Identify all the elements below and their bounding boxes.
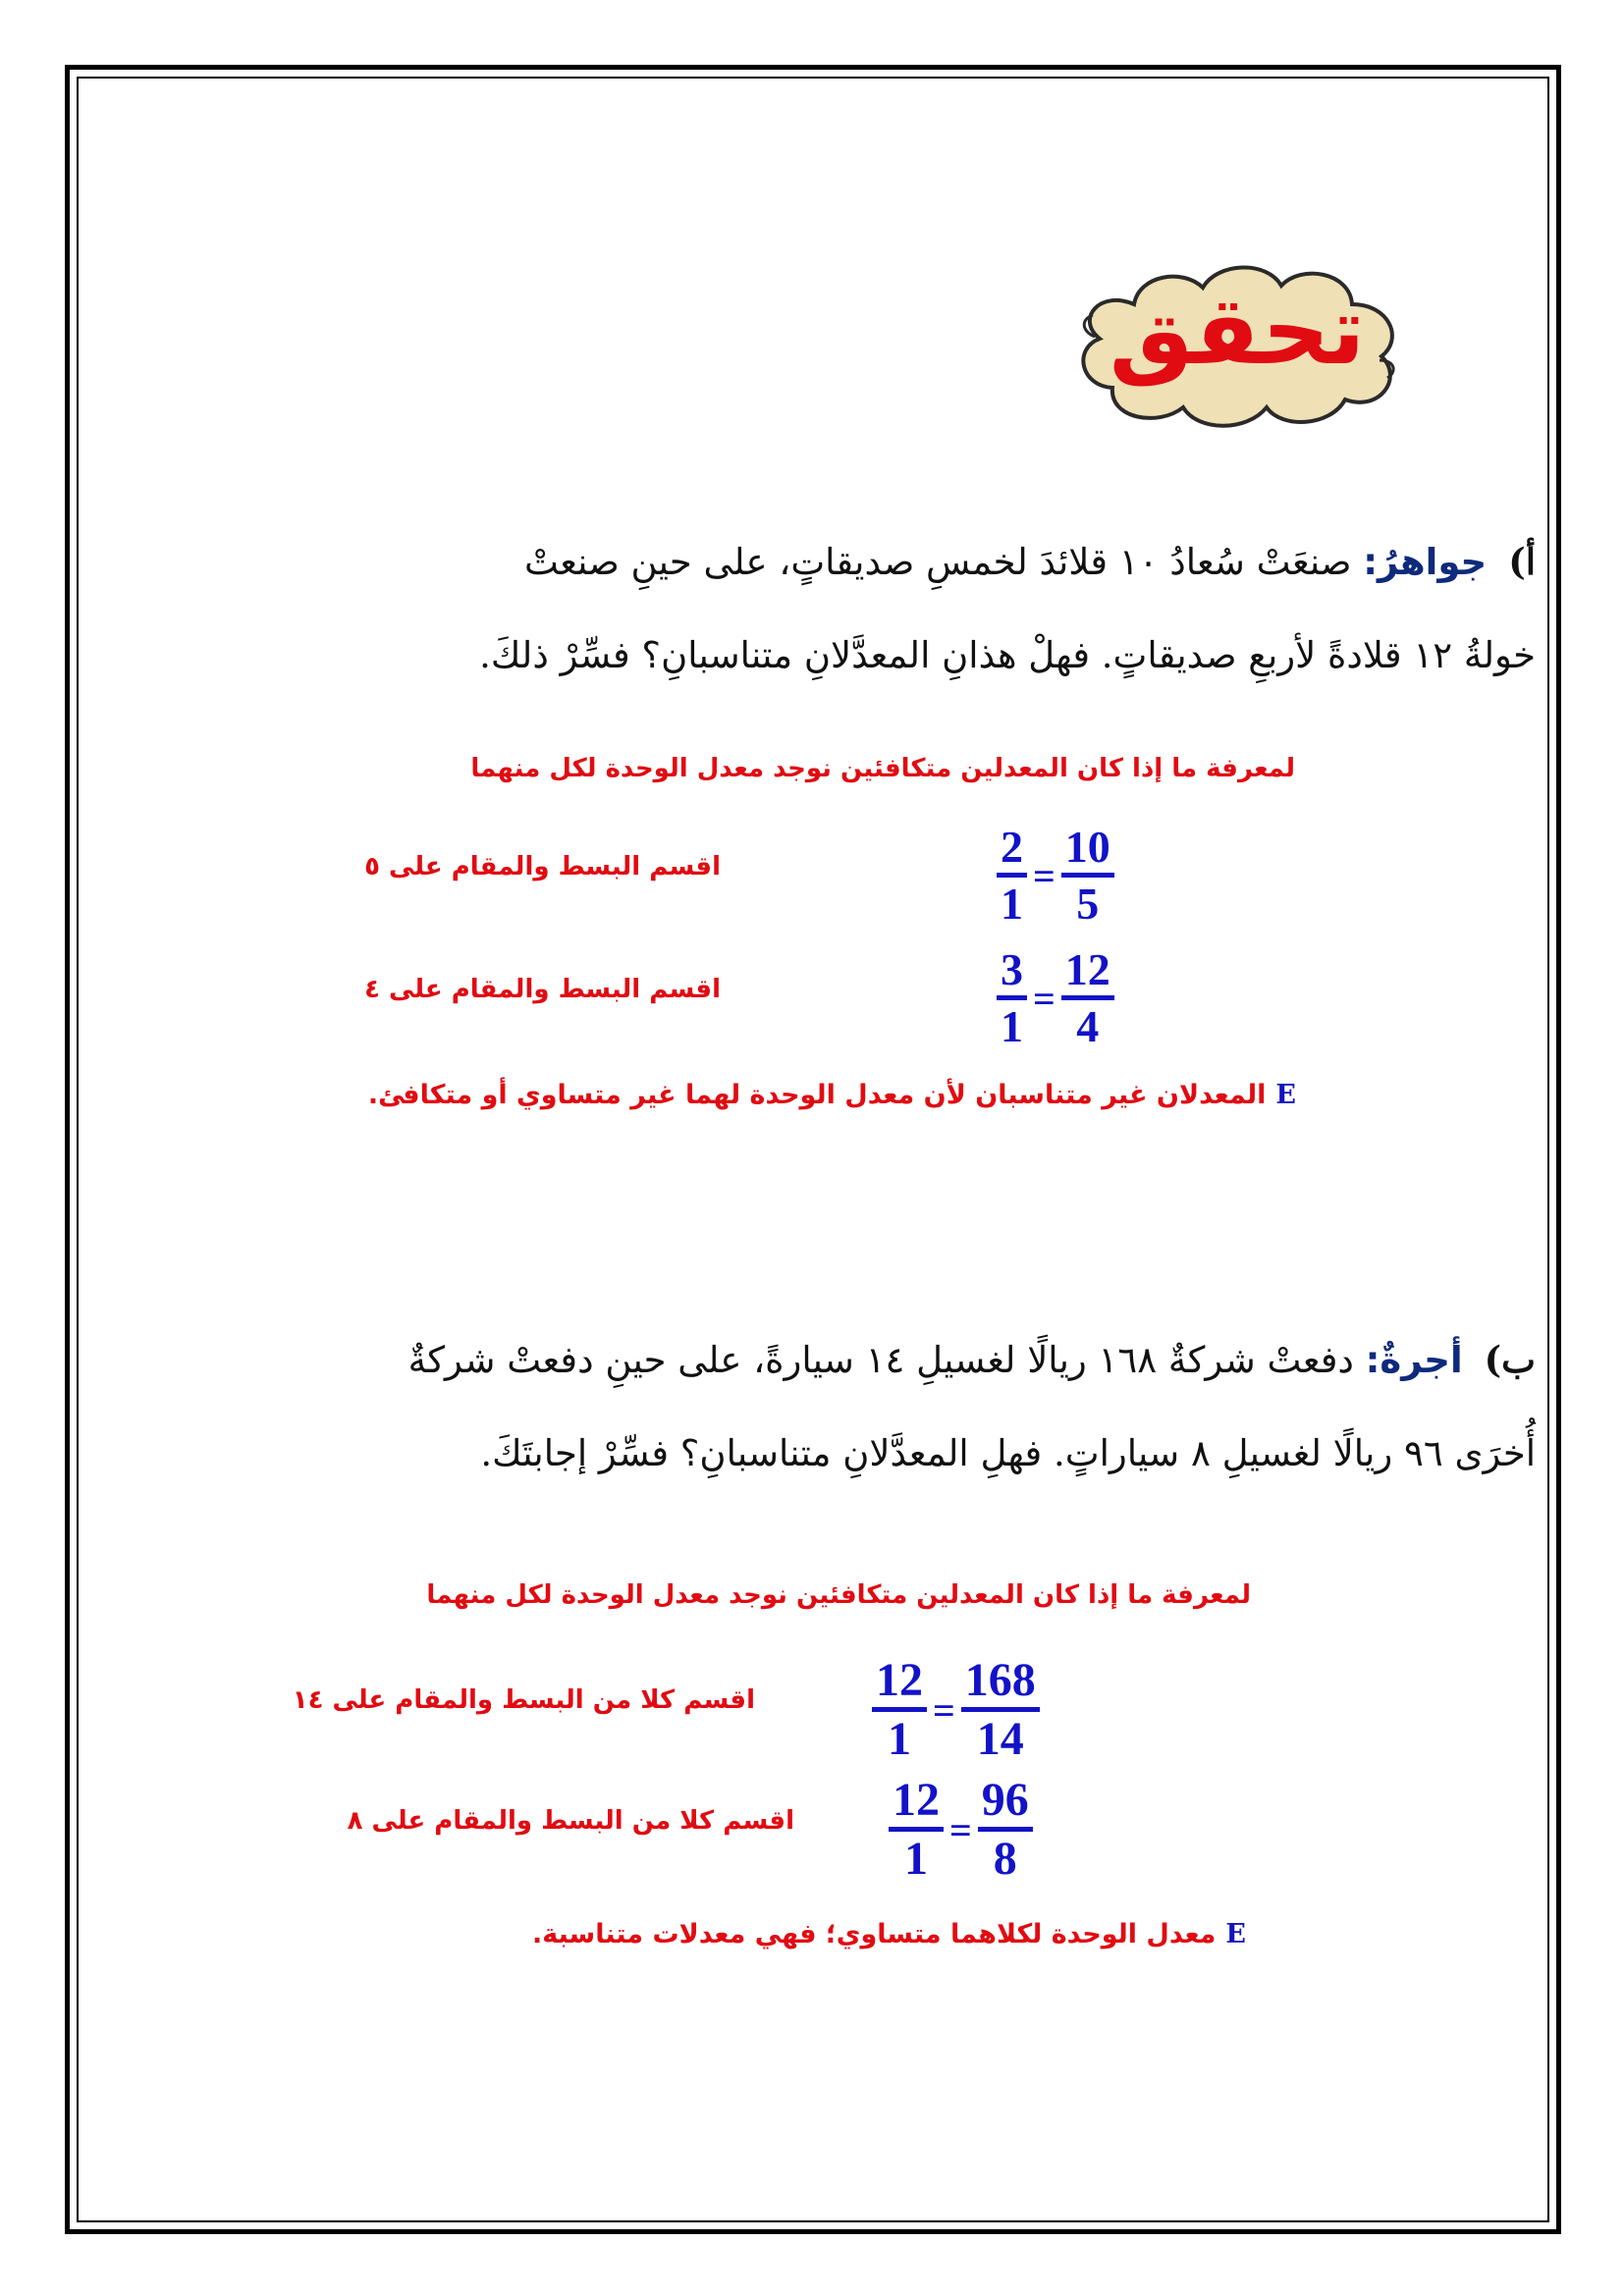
- problem-b-title: أجرةٌ:: [1365, 1339, 1463, 1381]
- fraction-right: 168 14: [961, 1657, 1040, 1763]
- fraction-right: 10 5: [1061, 825, 1114, 927]
- problem-b-line2: أُخرَى ٩٦ ريالًا لغسيلِ ٨ سياراتٍ. فهلِ المعدَّلانِ متناسبانِ؟ فسِّرْ إجابتَكَ.: [480, 1432, 1536, 1474]
- solution-a-conclusion: [368, 1080, 1296, 1110]
- fraction-left: 2 1: [997, 825, 1027, 927]
- solution-b-equation-1: [872, 1654, 1040, 1765]
- check-badge: [1065, 250, 1409, 437]
- solution-b-note-2: اقسم كلا من البسط والمقام على ٨: [347, 1806, 794, 1836]
- fraction-right: 12 4: [1061, 947, 1114, 1049]
- solution-a-note-2: اقسم البسط والمقام على ٤: [364, 975, 721, 1004]
- solution-a-equation-2: [997, 944, 1114, 1051]
- solution-a-note-1: اقسم البسط والمقام على ٥: [364, 852, 721, 881]
- problem-b: [161, 1313, 1536, 1500]
- fraction-left: 12 1: [872, 1657, 927, 1763]
- problem-b-text1: دفعتْ شركةٌ ١٦٨ ريالًا لغسيلِ ١٤ سيارةً، على حينِ دفعتْ شركةٌ: [407, 1339, 1354, 1381]
- conclusion-text: المعدلان غير متناسبان لأن معدل الوحدة لهما غير متساوي أو متكافئ.: [367, 1080, 1267, 1110]
- problem-a-number: أ): [1508, 540, 1536, 583]
- badge-title: تحقق: [1109, 276, 1366, 386]
- conclusion-text: معدل الوحدة لكلاهما متساوي؛ فهي معدلات متناسبة.: [532, 1919, 1217, 1949]
- equals-sign: =: [933, 1687, 955, 1733]
- problem-a-line2: خولةُ ١٢ قلادةً لأربعِ صديقاتٍ. فهلْ هذانِ المعدَّلانِ متناسبانِ؟ فسِّرْ ذلكَ.: [479, 634, 1536, 676]
- equals-sign: =: [1033, 976, 1056, 1021]
- solution-b-equation-2: [889, 1774, 1033, 1885]
- equals-sign: =: [1033, 853, 1056, 898]
- fraction-right: 96 8: [978, 1777, 1033, 1883]
- fraction-left: 12 1: [889, 1777, 944, 1883]
- problem-b-number: ب): [1484, 1338, 1536, 1381]
- problem-a-line1: [161, 515, 1536, 609]
- problem-a-text1: صنعَتْ سُعادُ ١٠ قلائدَ لخمسِ صديقاتٍ، على حينِ صنعتْ: [523, 541, 1352, 583]
- fraction-left: 3 1: [997, 947, 1027, 1049]
- solution-b-conclusion: [532, 1919, 1246, 1949]
- solution-a-equation-1: [997, 822, 1114, 929]
- problem-a-title: جواهرُ:: [1363, 541, 1488, 583]
- solution-b-intro: لمعرفة ما إذا كان المعدلين متكافئين نوجد معدل الوحدة لكل منهما: [426, 1580, 1251, 1610]
- problem-b-line1: [161, 1313, 1536, 1407]
- solution-b-note-1: اقسم كلا من البسط والمقام على ١٤: [292, 1685, 755, 1715]
- equals-sign: =: [949, 1807, 972, 1852]
- conclusion-mark: E: [1225, 1919, 1246, 1949]
- solution-a-intro: لمعرفة ما إذا كان المعدلين متكافئين نوجد معدل الوحدة لكل منهما: [470, 754, 1295, 783]
- problem-a: [161, 515, 1536, 702]
- conclusion-mark: E: [1275, 1080, 1296, 1110]
